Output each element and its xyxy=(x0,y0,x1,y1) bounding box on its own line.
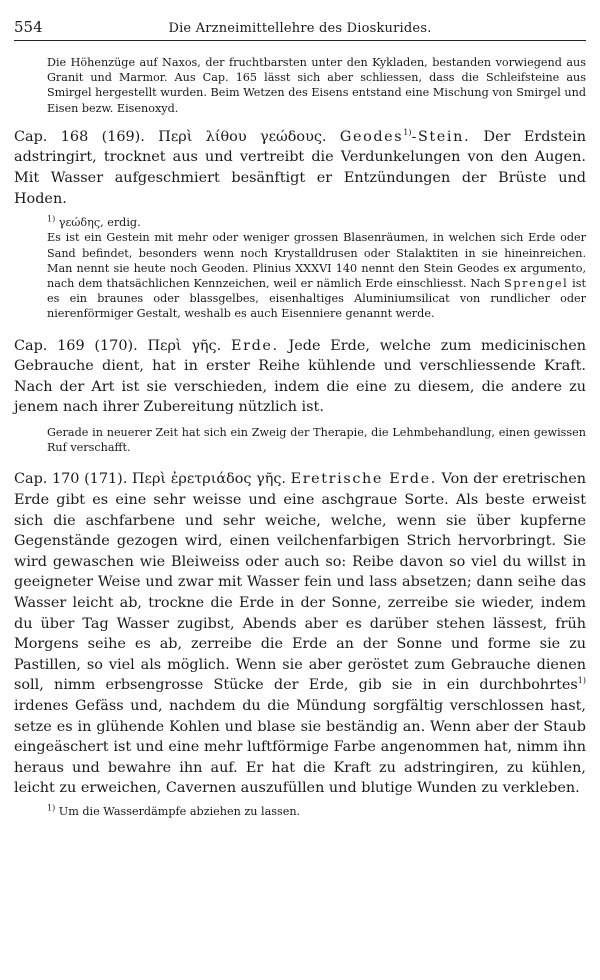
cap-168-footnote-ref: 1) xyxy=(403,128,412,138)
cap-170-greek-title: Περὶ ἐρετριάδος γῆς. xyxy=(131,471,286,488)
cap-169-text: Jede Erde, welche zum medicinischen Gebrauche dient, hat in erster Reihe kühlende und verschliessende Kraft. Nach der Art ist sie verschieden, indem die eine zu diesem, die andere zu jenem nach ihrer Zubereitung nützlich ist. xyxy=(14,337,587,416)
cap-168-footnote-text-a: Es ist ein Gestein mit mehr oder weniger grossen Blasenräumen, in welchen sich Erde oder Sand befindet, besonders wenn noch Krystalldrusen oder Stalaktiten in sie hineinreichen. Man nennt sie heute noch Geoden. Plinius XXXVI 140 nennt den Stein Geodes ex argumento, nach dem thatsächlichen Kennzeichen, weil er nämlich Erde einschliesst. Nach xyxy=(47,231,586,290)
cap-169-note: Gerade in neuerer Zeit hat sich ein Zweig der Therapie, die Lehmbehandlung, einen gewissen Ruf verschafft. xyxy=(47,425,586,455)
cap-170-title: Eretrische Erde. xyxy=(290,471,437,488)
cap-170-text-b: irdenes Gefäss und, nachdem du die Mündung sorgfältig verschlossen hast, setze es in glühende Kohlen und blase sie beständig an. Wenn aber der Staub eingeäschert ist und eine mehr luftförmige Farbe angenommen hat, nimm ihn heraus und bewahre ihn auf. Er hat die Kraft zu adstringiren, zu kühlen, leicht zu erweichen, Cavernen auszufüllen und blutige Wunden zu verkleben. xyxy=(14,697,586,797)
page-header xyxy=(14,18,586,41)
cap-168-footnote-body xyxy=(14,230,586,321)
cap-168-paragraph xyxy=(14,127,586,209)
cap-170-paragraph xyxy=(14,469,586,799)
cap-170-text-a: Von der eretrischen Erde gibt es eine sehr weisse und eine aschgraue Sorte. Als beste erweist sich die aschfarbene und sehr weiche, welche, wenn sie über kupferne Gegenstände gezogen wird, einen veilchenfarbigen Strich hervorbringt. Sie wird gewaschen wie Bleiweiss oder auch so: Reibe davon so viel du willst in geeigneter Weise und zwar mit Wasser fein und lass absetzen; dann seihe das Wasser leicht ab, trockne die Erde in der Sonne, zerreibe sie wieder, indem du über Tag Wasser zugibst, Abends aber es darüber stehen lässest, früh Morgens seihe es ab, zerreibe die Erde an der Sonne und forme sie zu Pastillen, so viel als möglich. Wenn sie aber geröstet zum Gebrauche dienen soll, nimm erbsengrosse Stücke der Erde, gib sie in ein durchbohrtes xyxy=(14,471,587,694)
cap-168-footnote-greek: γεώδης, erdig. xyxy=(58,216,141,230)
book-page xyxy=(14,18,586,819)
cap-168-title: Geodes xyxy=(339,128,404,145)
cap-168-footnote xyxy=(14,215,586,230)
cap-169-number: Cap. 169 (170). xyxy=(14,337,138,354)
running-title: Die Arzneimittellehre des Dioskurides. xyxy=(168,21,432,36)
cap-168-title-rest: -Stein. xyxy=(411,128,471,145)
cap-170-footnote xyxy=(14,804,586,819)
cap-168-number: Cap. 168 (169). xyxy=(14,128,145,145)
cap-169-paragraph xyxy=(14,336,586,418)
cap-169-greek-title: Περὶ γῆς. xyxy=(147,337,222,354)
cap-170-footnote-text: Um die Wasserdämpfe abziehen zu lassen. xyxy=(58,804,301,818)
cap-168-text: Der Erdstein adstringirt, trocknet aus und vertreibt die Verdunkelungen von den Augen. Mit Wasser aufgeschmiert besänftigt er Entzündungen der Brüste und Hoden. xyxy=(14,128,587,207)
cap-168-greek-title: Περὶ λίθου γεώδους. xyxy=(158,128,327,145)
cap-169-title: Erde. xyxy=(230,337,279,354)
cap-168-footnote-mark: 1) xyxy=(47,214,56,224)
page-number: 554 xyxy=(14,18,43,36)
intro-note: Die Höhenzüge auf Naxos, der fruchtbarsten unter den Kykladen, bestanden vorwiegend aus Granit und Marmor. Aus Cap. 165 lässt sich aber schliessen, dass die Schleifsteine aus Smirgel hergestellt wurden. Beim Wetzen des Eisens entstand eine Mischung von Smirgel und Eisen bezw. Eisenoxyd. xyxy=(47,56,586,115)
cap-170-number: Cap. 170 (171). xyxy=(14,471,128,488)
cap-168-footnote-text-b: ist es ein braunes oder blassgelbes, eisenhaltiges Aluminiumsilicat von rundlicher oder nierenförmiger Gestalt, weshalb es auch Eisenniere genannt werde. xyxy=(47,277,586,321)
cap-170-footnote-mark: 1) xyxy=(47,803,56,813)
cap-170-footnote-ref: 1) xyxy=(577,676,586,686)
cap-168-footnote-author: Sprengel xyxy=(504,277,569,290)
